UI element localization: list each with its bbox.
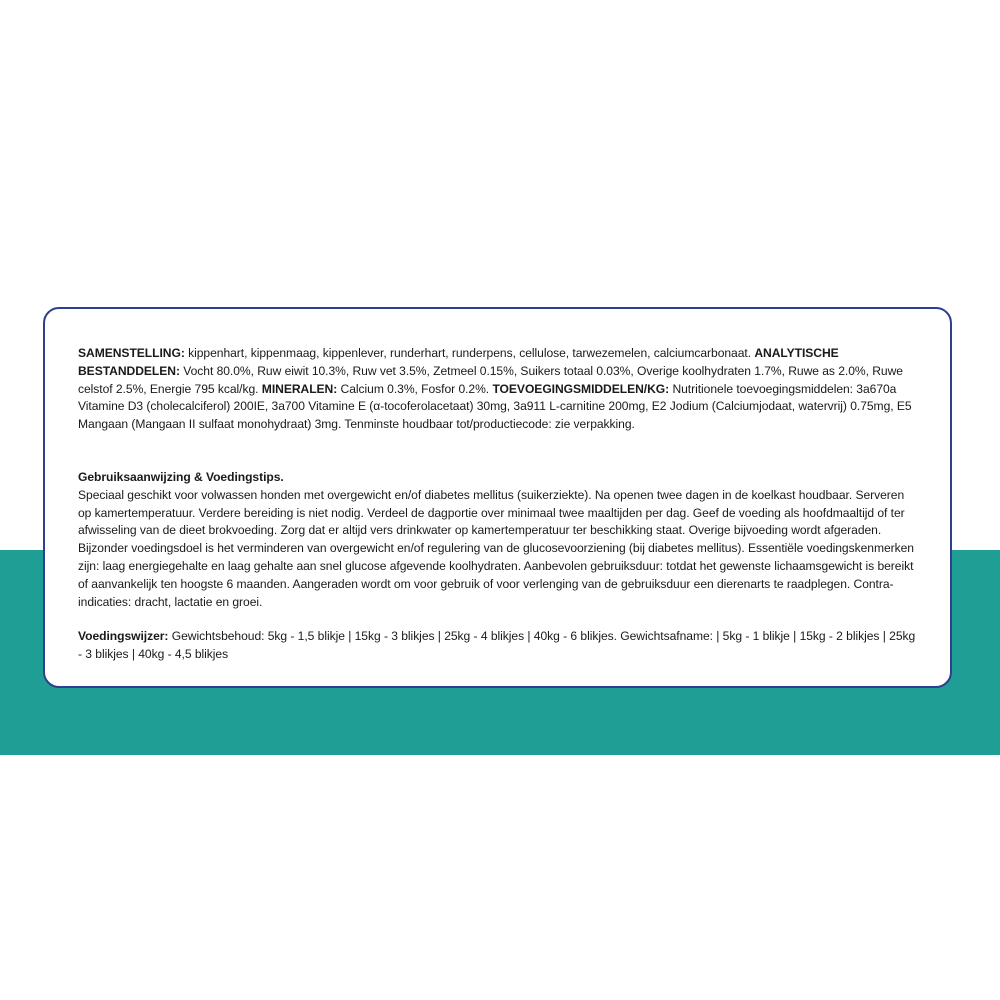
- analytische-text: Vocht 80.0%, Ruw eiwit 10.3%, Ruw vet 3.5%, Zetmeel 0.15%, Suikers totaal 0.03%, Overige koolhydraten 1.7%, Ruwe as 2.0%, Ruwe celstof 2.5%, Energie 795 kcal/kg.: [78, 363, 903, 396]
- toevoeging-text: Nutritionele toevoegingsmiddelen: 3a670a Vitamine D3 (cholecalciferol) 200IE, 3a700 Vitamine E (α-tocoferolacetaat) 30mg, 3a911 L-carnitine 200mg, E2 Jodium (Calciumjodaat, watervrij) 0.75mg, E5 Mangaan (Mangaan II sulfaat monohydraat) 3mg. Tenminste houdbaar tot/productiecode: zie verpakking.: [78, 381, 912, 432]
- mineralen-label: MINERALEN:: [261, 381, 338, 396]
- samenstelling-label: SAMENSTELLING:: [78, 346, 185, 360]
- analytische-label: ANALYTISCHE BESTANDDELEN:: [78, 346, 839, 378]
- feeding-label: Voedingswijzer:: [78, 629, 169, 644]
- composition-block: [78, 345, 918, 434]
- feeding-text: Gewichtsbehoud: 5kg - 1,5 blikje | 15kg - 3 blikjes | 25kg - 4 blikjes | 40kg - 6 blikjes. Gewichtsafname: | 5kg - 1 blikje | 15kg - 2 blikjes | 25kg - 3 blikjes | 40kg - 4,5 blikjes: [78, 629, 916, 662]
- product-info-card: [43, 307, 952, 688]
- mineralen-text: Calcium 0.3%, Fosfor 0.2%.: [337, 381, 493, 396]
- toevoeging-label: TOEVOEGINGSMIDDELEN/KG:: [492, 381, 670, 396]
- usage-text: Speciaal geschikt voor volwassen honden met overgewicht en/of diabetes mellitus (suikerziekte). Na openen twee dagen in de koelkast houdbaar. Serveren op kamertemperatuur. Verdere bereiding is niet nodig. Verdeel de dagportie over minimaal twee maaltijden per dag. Geef de voeding als hoofdmaaltijd of ter afwisseling van de dieet brokvoeding. Zorg dat er altijd vers drinkwater op kamertemperatuur ter beschikking staat. Overige bijvoeding wordt afgeraden. Bijzonder voedingsdoel is het verminderen van overgewicht en/of regulering van de glucosevoorziening (bij diabetes mellitus). Essentiële voedingskenmerken zijn: laag energiegehalte en laag gehalte aan snel glucose afgevende koolhydraten. Aanbevolen gebruiksduur: totdat het gewenste lichaamsgewicht is bereikt of aanvankelijk ten hoogste 6 maanden. Aangeraden wordt om voor gebruik of voor verlenging van de gebruiksduur een dierenarts te raadplegen. Contra-indicaties: dracht, lactatie en groei.: [78, 487, 914, 609]
- usage-heading: Gebruiksaanwijzing & Voedingstips.: [78, 469, 284, 484]
- feeding-guide-block: [78, 628, 918, 664]
- samenstelling-text: kippenhart, kippenmaag, kippenlever, runderhart, runderpens, cellulose, tarwezemelen, calciumcarbonaat.: [184, 346, 755, 360]
